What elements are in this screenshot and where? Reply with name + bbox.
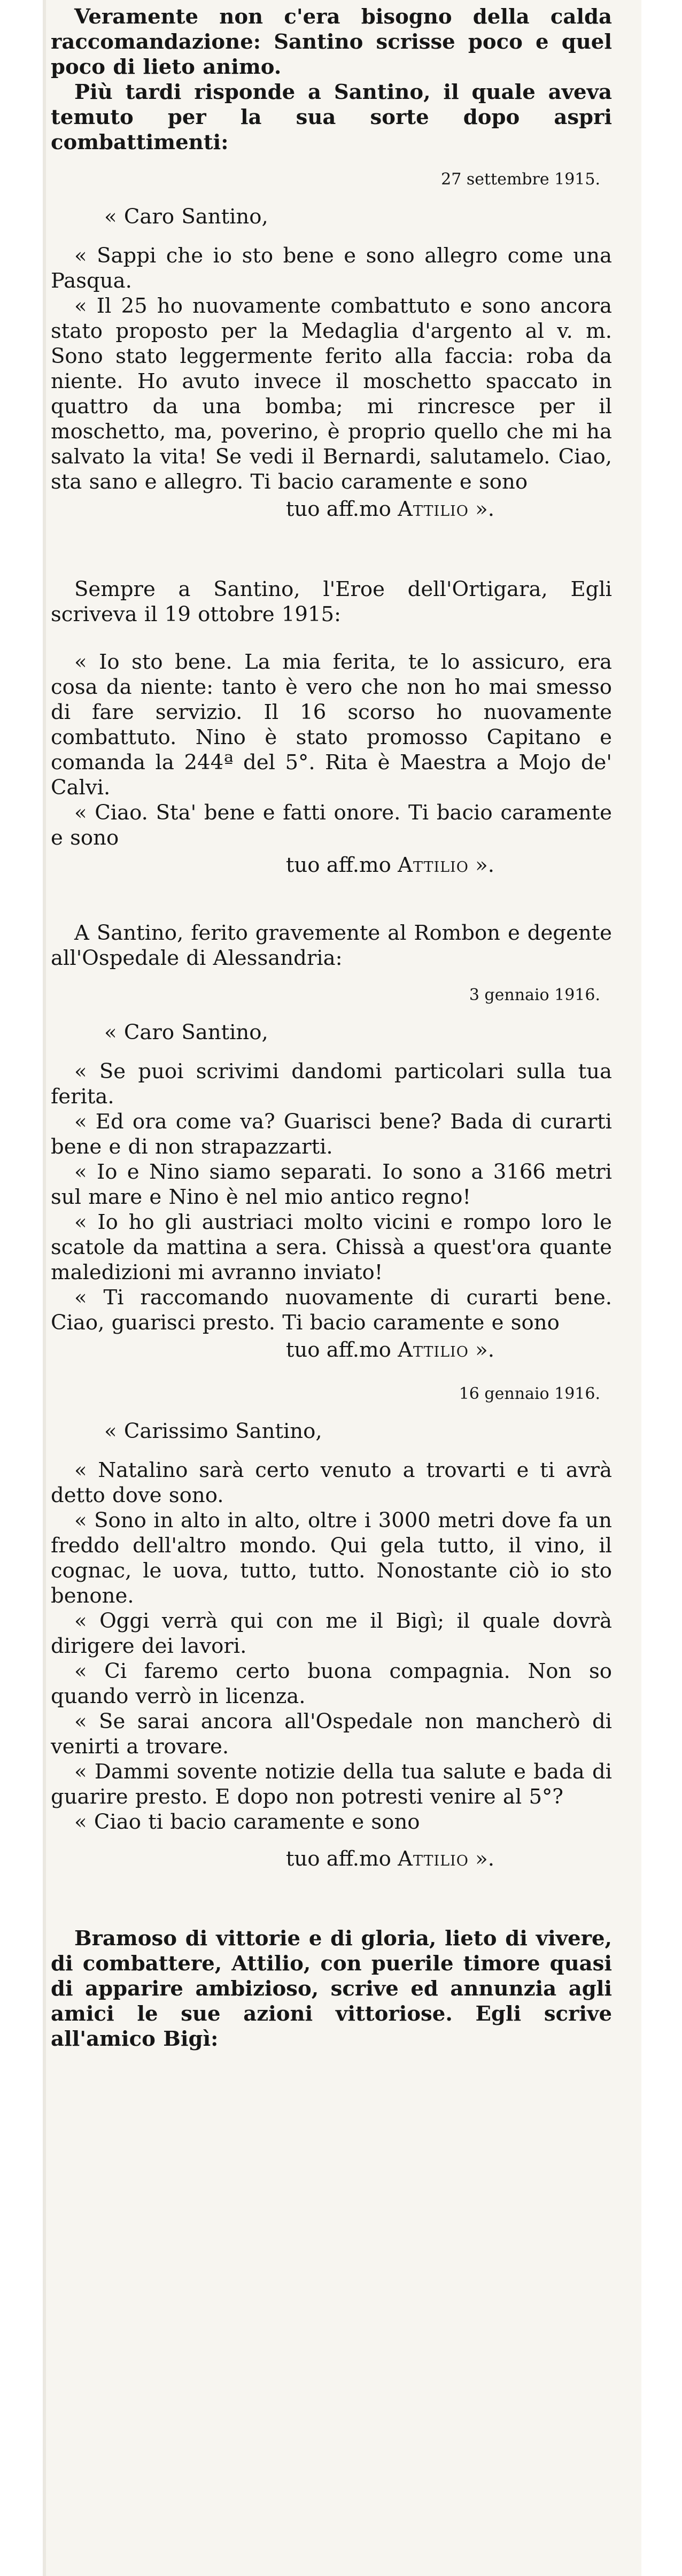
letter-paragraph: « Sappi che io sto bene e sono allegro come una Pasqua. [51, 244, 612, 293]
letter-greeting: « Caro Santino, [104, 1020, 268, 1045]
paragraph-intro: Veramente non c'era bisogno della calda raccomandazione: Santino scrisse poco e quel poco di lieto animo. [51, 5, 612, 79]
letter-signature [51, 853, 494, 878]
letter-signature [51, 497, 494, 522]
letter-paragraph: « Dammi sovente notizie della tua salute e bada di guarire presto. E dopo non potresti venire al 5°? [51, 1759, 612, 1809]
letter-paragraph: « Io ho gli austriaci molto vicini e rompo loro le scatole da mattina a sera. Chissà a quest'ora quante maledizioni mi avranno inviato! [51, 1210, 612, 1285]
letter-paragraph: « Ci faremo certo buona compagnia. Non so quando verrò in licenza. [51, 1659, 612, 1708]
letter-paragraph: « Ciao ti bacio caramente e sono [74, 1809, 420, 1834]
letter-3-gennaio-1916 [51, 985, 612, 1363]
letter-paragraph: « Natalino sarà certo venuto a trovarti e ti avrà detto dove sono. [51, 1458, 612, 1507]
signature-prefix: tuo aff.mo [285, 1846, 398, 1871]
signature-name: Attilio [398, 1338, 469, 1363]
letter-date: 3 gennaio 1916. [469, 986, 600, 1005]
letter-16-gennaio-1916 [51, 1383, 612, 1871]
letter-date: 16 gennaio 1916. [459, 1384, 600, 1403]
letter-paragraph: « Ed ora come va? Guarisci bene? Bada di curarti bene e di non strapazzarti. [51, 1110, 612, 1159]
signature-name: Attilio [398, 853, 469, 877]
signature-prefix: tuo aff.mo [285, 497, 398, 521]
paragraph-ortigara: Sempre a Santino, l'Eroe dell'Ortigara, Egli scriveva il 19 ottobre 1915: [51, 577, 612, 626]
letter-paragraph: « Se sarai ancora all'Ospedale non mancherò di venirti a trovare. [51, 1709, 612, 1759]
signature-suffix: ». [468, 497, 494, 521]
letter-greeting: « Carissimo Santino, [104, 1419, 322, 1443]
letter-27-settembre-1915 [51, 169, 612, 522]
letter-signature [51, 1846, 494, 1871]
signature-prefix: tuo aff.mo [285, 853, 398, 877]
paragraph-rombon: A Santino, ferito gravemente al Rombon e degente all'Ospedale di Alessandria: [51, 921, 612, 971]
letter-paragraph: « Oggi verrà qui con me il Bigì; il quale dovrà dirigere dei lavori. [51, 1608, 612, 1658]
paragraph-closing: Bramoso di vittorie e di gloria, lieto di vivere, di combattere, Attilio, con puerile timore quasi di apparire ambizioso, scrive ed annunzia agli amici le sue azioni vittoriose. Egli scrive all'amico Bigì: [51, 1927, 612, 2052]
letter-paragraph: « Sono in alto in alto, oltre i 3000 metri dove fa un freddo dell'altro mondo. Qui gela tutto, il vino, il cognac, le uova, tutto, tutto. Nonostante ciò io sto benone. [51, 1508, 612, 1608]
letter-date: 27 settembre 1915. [441, 170, 600, 189]
letter-paragraph: « Io e Nino siamo separati. Io sono a 3166 metri sul mare e Nino è nel mio antico regno! [51, 1160, 612, 1210]
signature-suffix: ». [468, 1846, 494, 1871]
page-content [51, 4, 612, 2052]
signature-name: Attilio [398, 1846, 469, 1871]
signature-suffix: ». [468, 853, 494, 877]
letter-19-ottobre-1915 [51, 649, 612, 878]
letter-greeting: « Caro Santino, [104, 205, 268, 229]
letter-paragraph: « Ciao. Sta' bene e fatti onore. Ti bacio caramente e sono [51, 800, 612, 850]
signature-prefix: tuo aff.mo [285, 1338, 398, 1363]
paragraph-reply: Più tardi risponde a Santino, il quale aveva temuto per la sua sorte dopo aspri combattimenti: [51, 80, 612, 154]
letter-paragraph: « Il 25 ho nuovamente combattuto e sono ancora stato proposto per la Medaglia d'argento al v. m. Sono stato leggermente ferito alla faccia: roba da niente. Ho avuto invece il moschetto spaccato in quattro da una bomba; mi rincresce per il moschetto, ma, poverino, è proprio quello che mi ha salvato la vita! Se vedi il Bernardi, salutamelo. Ciao, sta sano e allegro. Ti bacio caramente e sono [51, 294, 612, 494]
letter-paragraph: « Ti raccomando nuovamente di curarti bene. Ciao, guarisci presto. Ti bacio caramente e sono [51, 1286, 612, 1335]
signature-suffix: ». [468, 1338, 494, 1363]
signature-name: Attilio [398, 497, 469, 521]
letter-paragraph: « Se puoi scrivimi dandomi particolari sulla tua ferita. [51, 1059, 612, 1109]
letter-signature [51, 1337, 494, 1363]
letter-paragraph: « Io sto bene. La mia ferita, te lo assicuro, era cosa da niente: tanto è vero che non ho mai smesso di fare servizio. Il 16 scorso ho nuovamente combattuto. Nino è stato promosso Capitano e comanda la 244ª del 5°. Rita è Maestra a Mojo de' Calvi. [51, 649, 612, 800]
